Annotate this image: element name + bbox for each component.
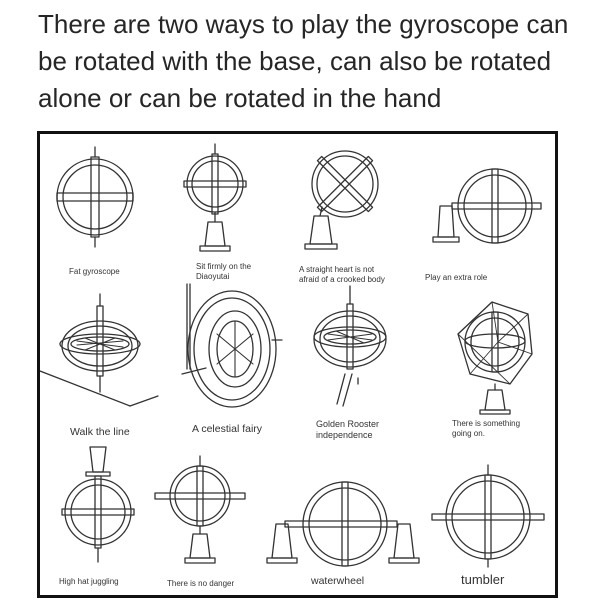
gyroscope-fat-illustration xyxy=(57,147,133,247)
gyroscope-between-two-stands-illustration xyxy=(267,482,419,566)
caption-celestial-fairy: A celestial fairy xyxy=(192,423,263,435)
caption-straight-heart: A straight heart is not afraid of a crooked body xyxy=(299,265,385,284)
caption-walk-the-line: Walk the line xyxy=(70,426,130,438)
caption-golden-rooster: Golden Rooster independence xyxy=(316,419,380,441)
gyroscope-in-cube-frame-illustration xyxy=(458,302,532,414)
gyroscope-on-string-illustration xyxy=(40,294,158,406)
caption-waterwheel: waterwheel xyxy=(311,575,365,587)
illustration-panel xyxy=(37,131,558,598)
headline: There are two ways to play the gyroscope can be rotated with the base, can also be rotated alone or can be rotated in the hand xyxy=(38,9,569,113)
gyroscope-held-by-hand-illustration xyxy=(182,284,282,407)
gyroscope-tumbler-illustration xyxy=(432,465,544,567)
gyroscope-safe-stand-illustration xyxy=(155,456,245,563)
caption-extra-role: Play an extra role xyxy=(425,273,488,282)
gyroscope-on-finger-illustration xyxy=(314,286,386,406)
caption-sit-firmly: Sit firmly on the Diaoyutai xyxy=(196,262,252,281)
gyroscope-on-stand-illustration xyxy=(184,144,246,251)
caption-high-hat-juggling: High hat juggling xyxy=(59,577,119,586)
caption-something-going-on: There is something going on. xyxy=(452,419,521,438)
gyroscope-tilted-illustration xyxy=(294,134,396,249)
gyroscope-with-hat-stand-illustration xyxy=(62,447,134,562)
gyroscope-sideways-stand-illustration xyxy=(433,169,541,243)
caption-fat-gyroscope: Fat gyroscope xyxy=(69,267,120,276)
caption-tumbler: tumbler xyxy=(461,572,505,587)
caption-no-danger: There is no danger xyxy=(167,579,235,588)
